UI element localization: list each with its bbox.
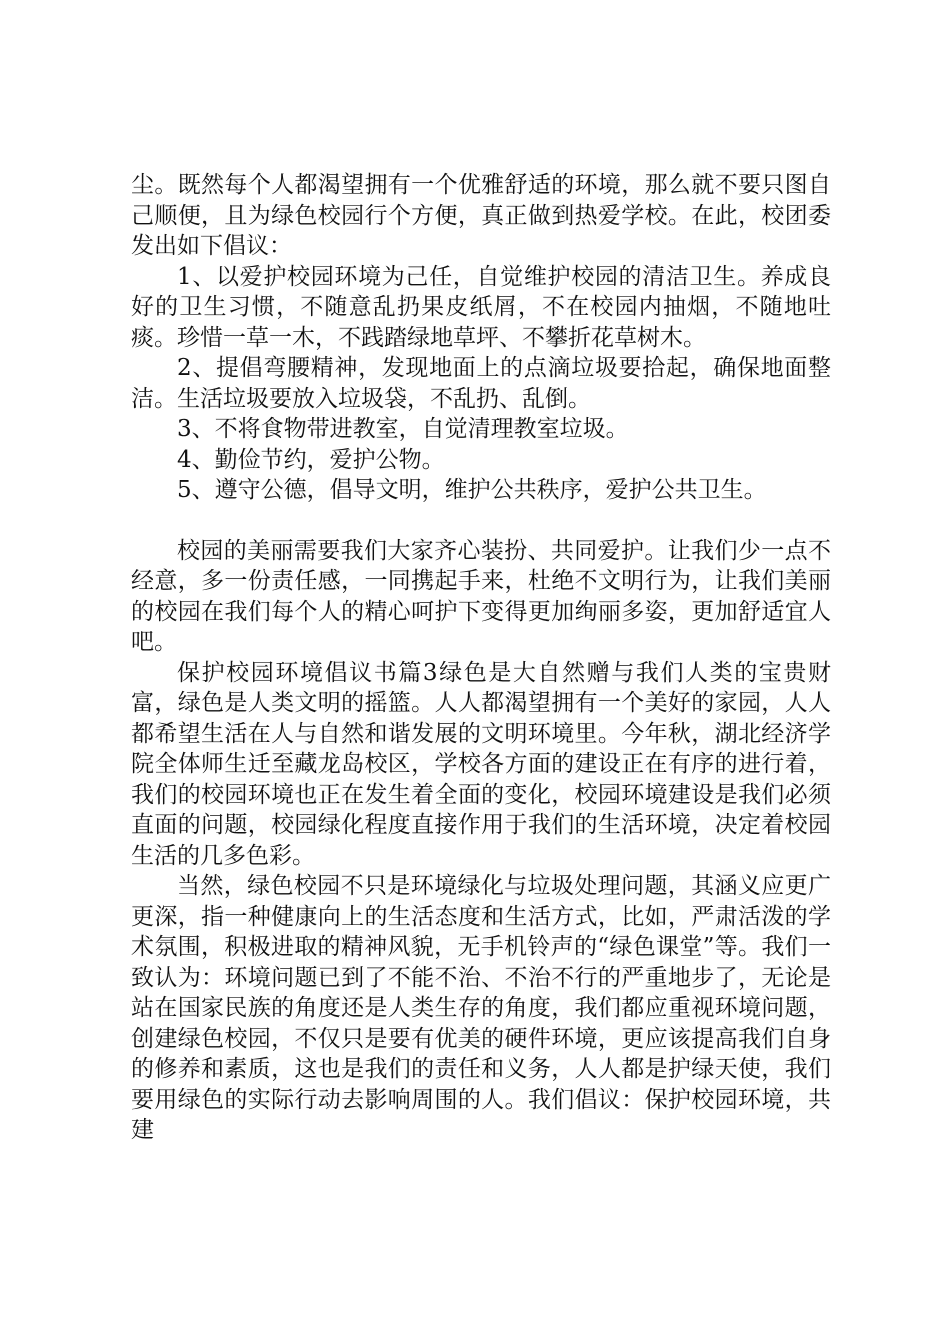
closing-paragraph: 校园的美丽需要我们大家齐心装扮、共同爱护。让我们少一点不经意，多一份责任感，一同携起手来，杜绝不文明行为，让我们美丽的校园在我们每个人的精心呵护下变得更加绚丽多姿，更加舒适宜人吧。 xyxy=(131,537,831,655)
proposal-item-4: 4、勤俭节约，爱护公物。 xyxy=(177,446,445,473)
paragraph-continuation: 尘。既然每个人都渴望拥有一个优雅舒适的环境，那么就不要只图自己顺便，且为绿色校园行个方便，真正做到热爱学校。在此，校团委发出如下倡议： xyxy=(131,172,831,259)
document-body xyxy=(131,170,831,1146)
proposal-item-1: 1、以爱护校园环境为己任，自觉维护校园的清洁卫生。养成良好的卫生习惯，不随意乱扔果皮纸屑，不在校园内抽烟，不随地吐痰。珍惜一草一木，不践踏绿地草坪、不攀折花草树木。 xyxy=(131,263,831,351)
proposal-item-3: 3、不将食物带进教室，自觉清理教室垃圾。 xyxy=(177,416,629,442)
green-campus-paragraph: 当然，绿色校园不只是环境绿化与垃圾处理问题，其涵义应更广更深，指一种健康向上的生活态度和生活方式，比如，严肃活泼的学术氛围，积极进取的精神风貌，无手机铃声的“绿色课堂”等。我们一致认为：环境问题已到了不能不治、不治不行的严重地步了，无论是站在国家民族的角度还是人类生存的角度，我们都应重视环境问题，创建绿色校园，不仅只是要有优美的硬件环境，更应该提高我们自身的修养和素质，这也是我们的责任和义务，人人都是护绿天使，我们要用绿色的实际行动去影响周围的人。我们倡议：保护校园环境，共建 xyxy=(131,873,831,1143)
paragraph-gap xyxy=(131,506,831,536)
proposal-3-intro-paragraph: 保护校园环境倡议书篇3绿色是大自然赠与我们人类的宝贵财富，绿色是人类文明的摇篮。人人都渴望拥有一个美好的家园，人人都希望生活在人与自然和谐发展的文明环境里。今年秋，湖北经济学院全体师生迁至藏龙岛校区，学校各方面的建设正在有序的进行着，我们的校园环境也正在发生着全面的变化，校园环境建设是我们必须直面的问题，校园绿化程度直接作用于我们的生活环境，决定着校园生活的几多色彩。 xyxy=(131,659,831,869)
proposal-item-5: 5、遵守公德，倡导文明，维护公共秩序，爱护公共卫生。 xyxy=(177,477,767,503)
proposal-item-2: 2、提倡弯腰精神，发现地面上的点滴垃圾要拾起，确保地面整洁。生活垃圾要放入垃圾袋，不乱扔、乱倒。 xyxy=(131,355,831,412)
